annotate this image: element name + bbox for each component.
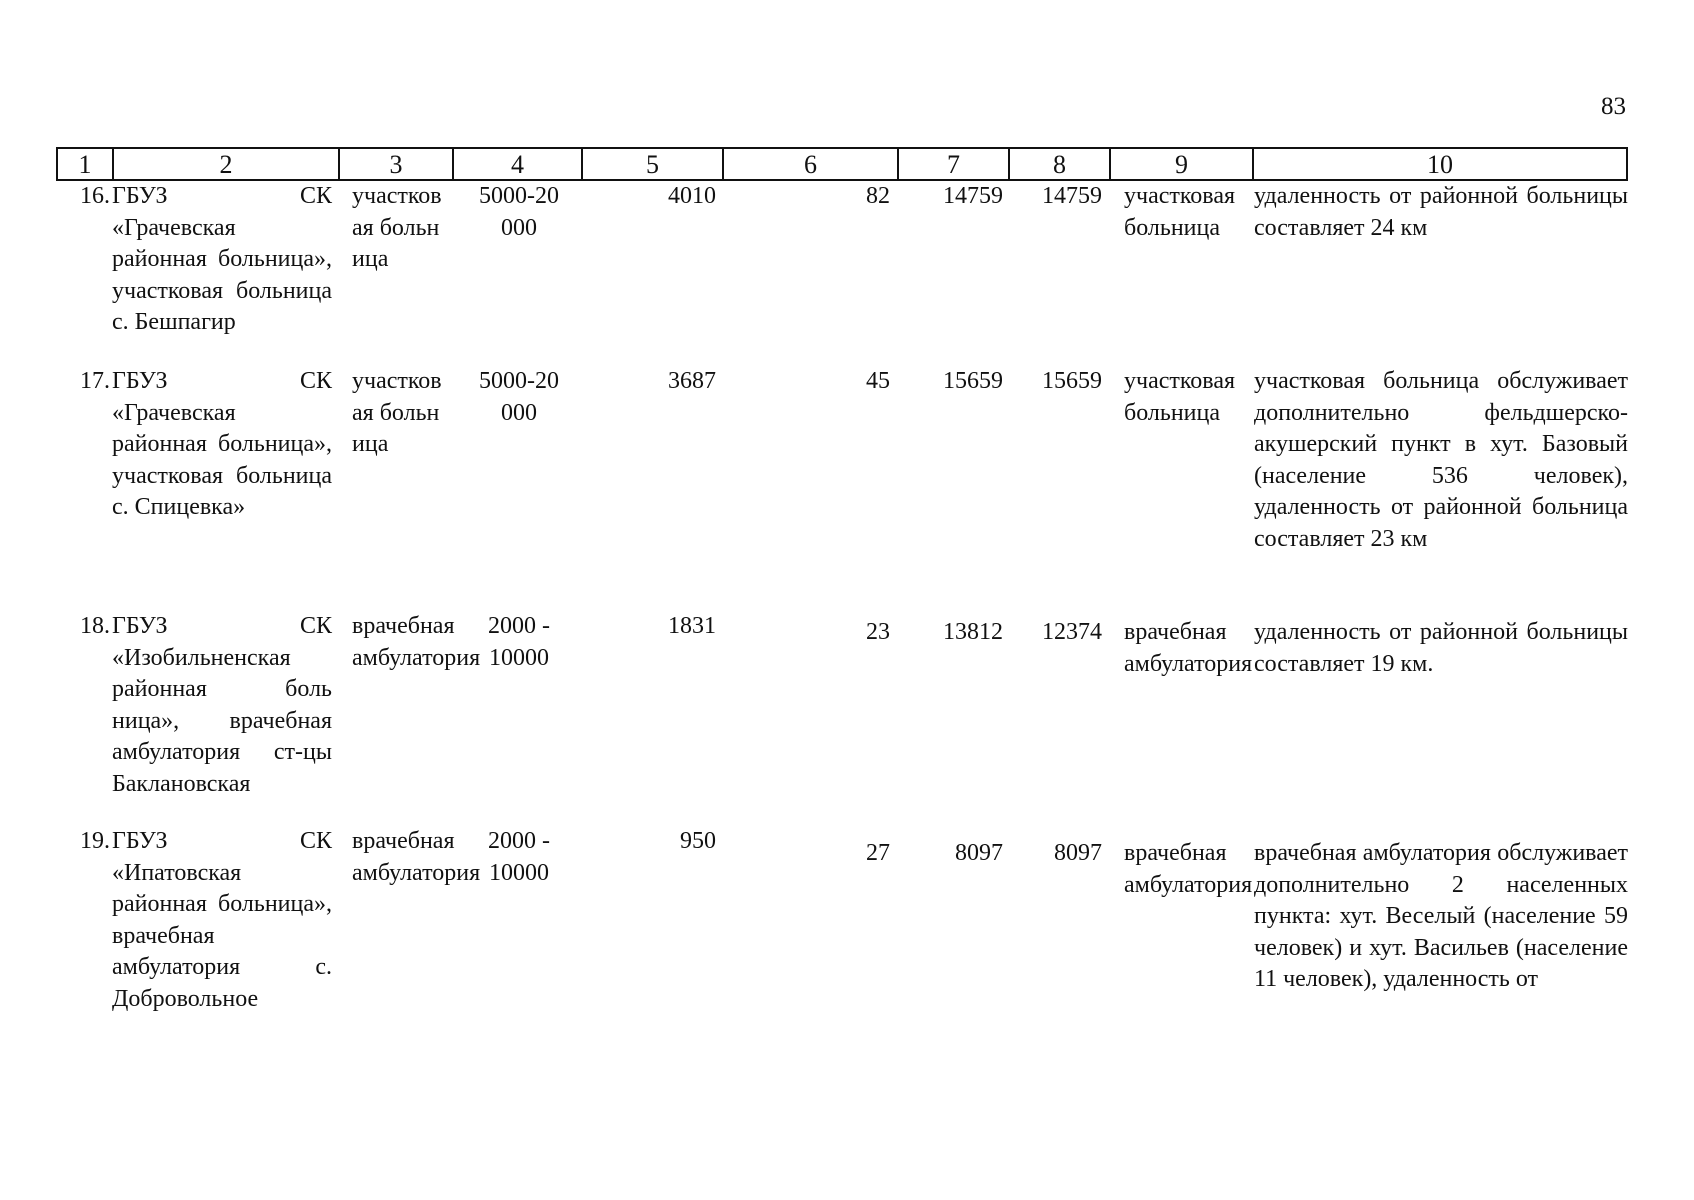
note-cell: участковая больница обслуживает дополнительно фельдшерско-акушерский пункт в хут. Базовый (население 536 человек), удаленность от районной больница составляет 23 км: [1254, 368, 1628, 552]
facility-type-cell: врачебная амбулатория: [352, 828, 481, 886]
header-cell-1: 1: [58, 149, 114, 179]
row-number: 17.: [80, 368, 110, 394]
header-cell-2: 2: [114, 149, 340, 179]
header-cell-8: 8: [1010, 149, 1111, 179]
note-cell: удаленность от районной больницы составляет 24 км: [1254, 183, 1628, 241]
column-8-cell: 15659: [1042, 368, 1102, 394]
facility-name-cell: ГБУЗ СК «Грачевская районная больница», участковая больница с. Спицевка»: [112, 368, 332, 520]
row-number: 18.: [80, 613, 110, 639]
column-7-cell: 13812: [943, 619, 1003, 645]
column-8-cell: 14759: [1042, 183, 1102, 209]
row-number: 19.: [80, 828, 110, 854]
note-cell: врачебная амбулатория обслуживает дополнительно 2 населенных пункта: хут. Веселый (население 59 человек) и хут. Васильев (население 11 человек), удаленность от: [1254, 840, 1628, 992]
header-cell-6: 6: [724, 149, 899, 179]
page-number: 83: [1601, 93, 1626, 120]
column-6-cell: 23: [866, 619, 890, 645]
header-cell-4: 4: [454, 149, 583, 179]
table-header-row: [56, 147, 1628, 181]
facility-type-cell: врачебная амбулатория: [352, 613, 481, 671]
population-range-cell: 5000-20000: [479, 368, 559, 426]
header-cell-9: 9: [1111, 149, 1254, 179]
facility-type-cell: участковая больница: [352, 183, 442, 272]
facility-type-cell: участковая больница: [352, 368, 442, 457]
facility-name-cell: ГБУЗ СК «Изобильненская районная боль ница», врачебная амбулатория ст-цы Баклановская: [112, 613, 332, 797]
header-cell-3: 3: [340, 149, 454, 179]
column-9-cell: врачебная амбулатория: [1124, 619, 1253, 677]
population-range-cell: 5000-20000: [479, 183, 559, 241]
column-7-cell: 14759: [943, 183, 1003, 209]
note-cell: удаленность от районной больницы составляет 19 км.: [1254, 619, 1628, 677]
column-5-cell: 1831: [668, 613, 716, 639]
column-5-cell: 4010: [668, 183, 716, 209]
column-6-cell: 82: [866, 183, 890, 209]
row-number: 16.: [80, 183, 110, 209]
population-range-cell: 2000 - 10000: [488, 613, 550, 671]
header-cell-7: 7: [899, 149, 1010, 179]
column-9-cell: участковая больница: [1124, 183, 1236, 241]
facility-name-cell: ГБУЗ СК «Ипатовская районная больница», врачебная амбулатория с. Добровольное: [112, 828, 332, 1012]
column-6-cell: 27: [866, 840, 890, 866]
facility-name-cell: ГБУЗ СК «Грачевская районная больница», участковая больница с. Бешпагир: [112, 183, 332, 335]
column-8-cell: 8097: [1054, 840, 1102, 866]
population-range-cell: 2000 - 10000: [488, 828, 550, 886]
column-5-cell: 950: [680, 828, 716, 854]
column-9-cell: участковая больница: [1124, 368, 1236, 426]
column-6-cell: 45: [866, 368, 890, 394]
column-8-cell: 12374: [1042, 619, 1102, 645]
header-cell-5: 5: [583, 149, 724, 179]
column-7-cell: 15659: [943, 368, 1003, 394]
column-5-cell: 3687: [668, 368, 716, 394]
header-cell-10: 10: [1427, 150, 1453, 179]
column-9-cell: врачебная амбулатория: [1124, 840, 1253, 898]
column-7-cell: 8097: [955, 840, 1003, 866]
